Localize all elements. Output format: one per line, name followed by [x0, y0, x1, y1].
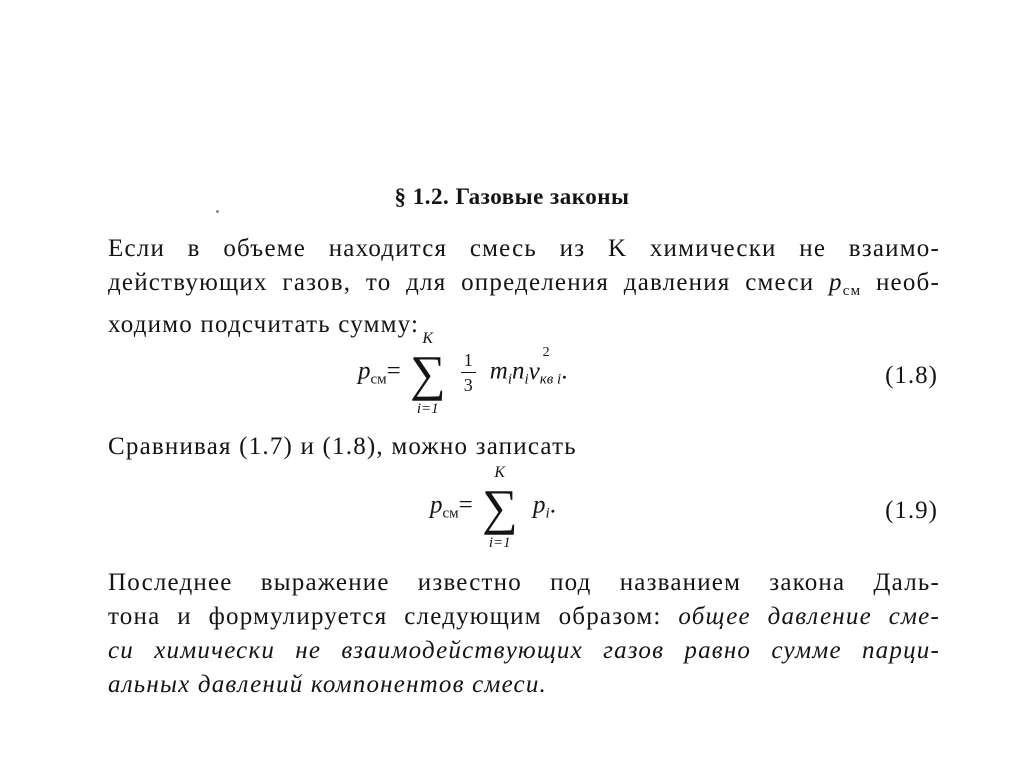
paragraph-line: Последнее выражение известно под названием закона Даль-: [108, 569, 940, 596]
formula-1-8: $p_{см}=$ K ∑ i=1 $\frac{1}{3}$ $m_in_iv$ 2 $_{кв i}$.: [358, 330, 568, 417]
equation-number: (1.9): [885, 497, 938, 524]
paragraph-line: Если в объеме находится смесь из K химически не взаимо-: [108, 235, 940, 262]
paragraph-line: Сравнивая (1.7) и (1.8), можно записать: [108, 433, 577, 460]
summation-sign: K ∑ i=1: [481, 464, 518, 551]
equation-number: (1.8): [885, 362, 938, 389]
paragraph-intro: [108, 232, 940, 342]
section-heading: § 1.2. Газовые законы: [394, 184, 630, 209]
formula-1-9: $p_{см}=$ K ∑ i=1 $p_i$.: [430, 464, 556, 551]
paragraph-dalton-law: [108, 566, 940, 702]
paragraph-line: тона и формулируется следующим образом: общее давление сме-: [108, 603, 940, 630]
paragraph-line: ходимо подсчитать сумму:: [108, 311, 420, 338]
scan-speck: [216, 210, 219, 213]
paragraph-line: си химически не взаимодействующих газов равно сумме парци-: [108, 637, 940, 664]
paragraph-line: действующих газов, то для определения давления смеси $p_{см}$ необ-: [108, 269, 940, 299]
paragraph-compare: [108, 430, 940, 464]
summation-sign: K ∑ i=1: [409, 330, 446, 417]
fraction: $\frac{1}{3}$: [461, 350, 476, 396]
paragraph-line: альных давлений компонентов смеси.: [108, 671, 547, 698]
